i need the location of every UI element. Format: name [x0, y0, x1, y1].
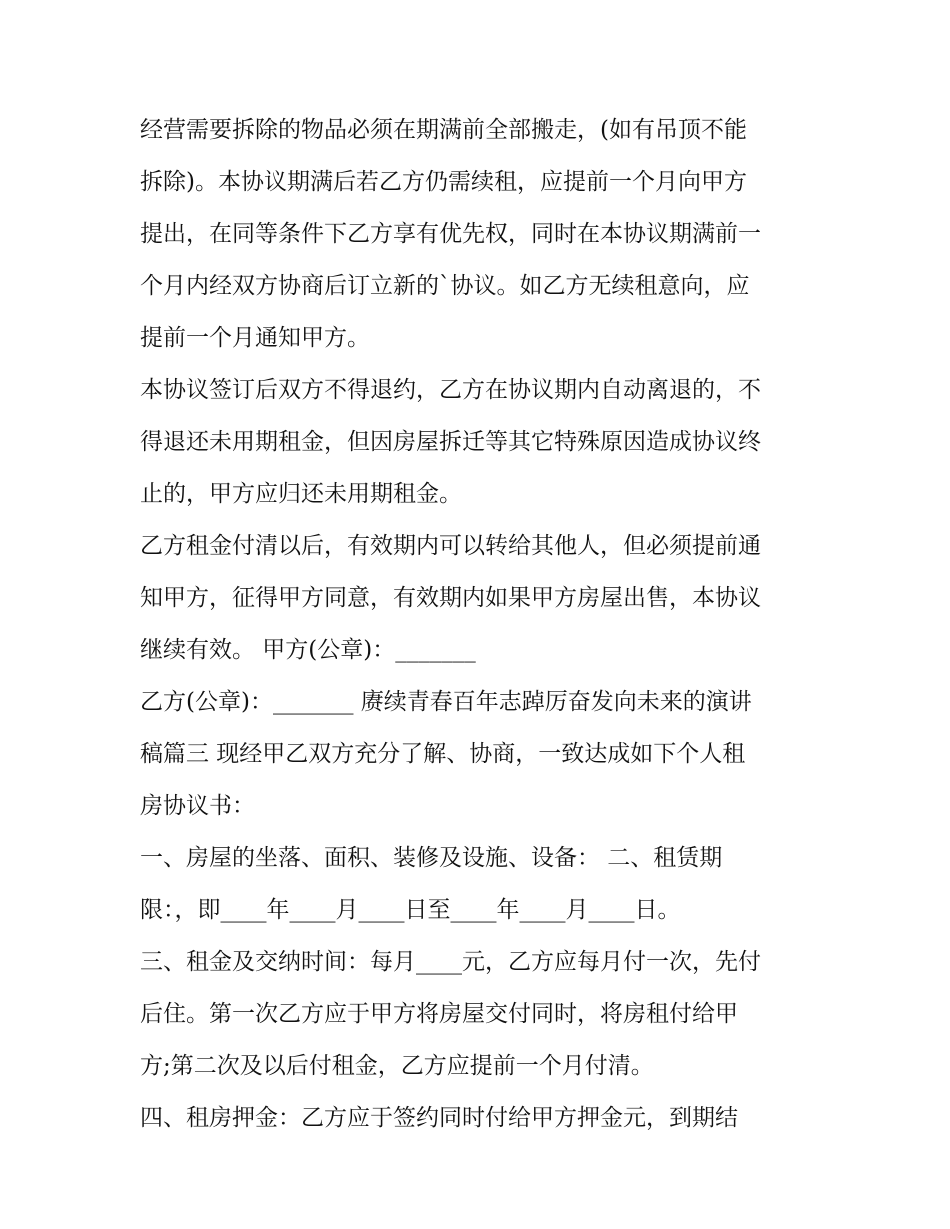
text-line: 一、房屋的坐落、面积、装修及设施、设备： 二、租赁期: [140, 845, 723, 871]
text-line: 本协议签订后双方不得退约，乙方在协议期内自动离退的，不: [140, 377, 761, 403]
text-line: 四、租房押金：乙方应于签约同时付给甲方押金元，到期结: [140, 1105, 738, 1131]
text-line: 个月内经双方协商后订立新的`协议。如乙方无续租意向，应: [140, 273, 750, 299]
text-line: 提前一个月通知甲方。: [140, 325, 370, 351]
text-line: 拆除)。本协议期满后若乙方仍需续租，应提前一个月向甲方: [140, 169, 747, 195]
text-line: 稿篇三 现经甲乙双方充分了解、协商，一致达成如下个人租: [140, 741, 746, 767]
text-line: 提出，在同等条件下乙方享有优先权，同时在本协议期满前一: [140, 221, 761, 247]
text-line: 知甲方，征得甲方同意，有效期内如果甲方房屋出售，本协议: [140, 585, 761, 611]
text-line: 继续有效。 甲方(公章)：_______: [140, 637, 476, 663]
text-line: 乙方(公章)：_______ 赓续青春百年志踔厉奋发向未来的演讲: [140, 689, 752, 715]
text-line: 方;第二次及以后付租金，乙方应提前一个月付清。: [140, 1053, 654, 1079]
text-line: 止的，甲方应归还未用期租金。: [140, 481, 462, 507]
text-line: 得退还未用期租金，但因房屋拆迁等其它特殊原因造成协议终: [140, 429, 761, 455]
document-body: [140, 104, 820, 1144]
text-line: 后住。第一次乙方应于甲方将房屋交付同时，将房租付给甲: [140, 1001, 738, 1027]
text-line: 三、租金及交纳时间：每月____元，乙方应每月付一次，先付: [140, 949, 761, 975]
text-line: 乙方租金付清以后，有效期内可以转给其他人，但必须提前通: [140, 533, 761, 559]
text-line: 限：，即____年____月____日至____年____月____日。: [140, 897, 681, 923]
text-line: 房协议书：: [140, 793, 255, 819]
text-line: 经营需要拆除的物品必须在期满前全部搬走，(如有吊顶不能: [140, 117, 747, 143]
